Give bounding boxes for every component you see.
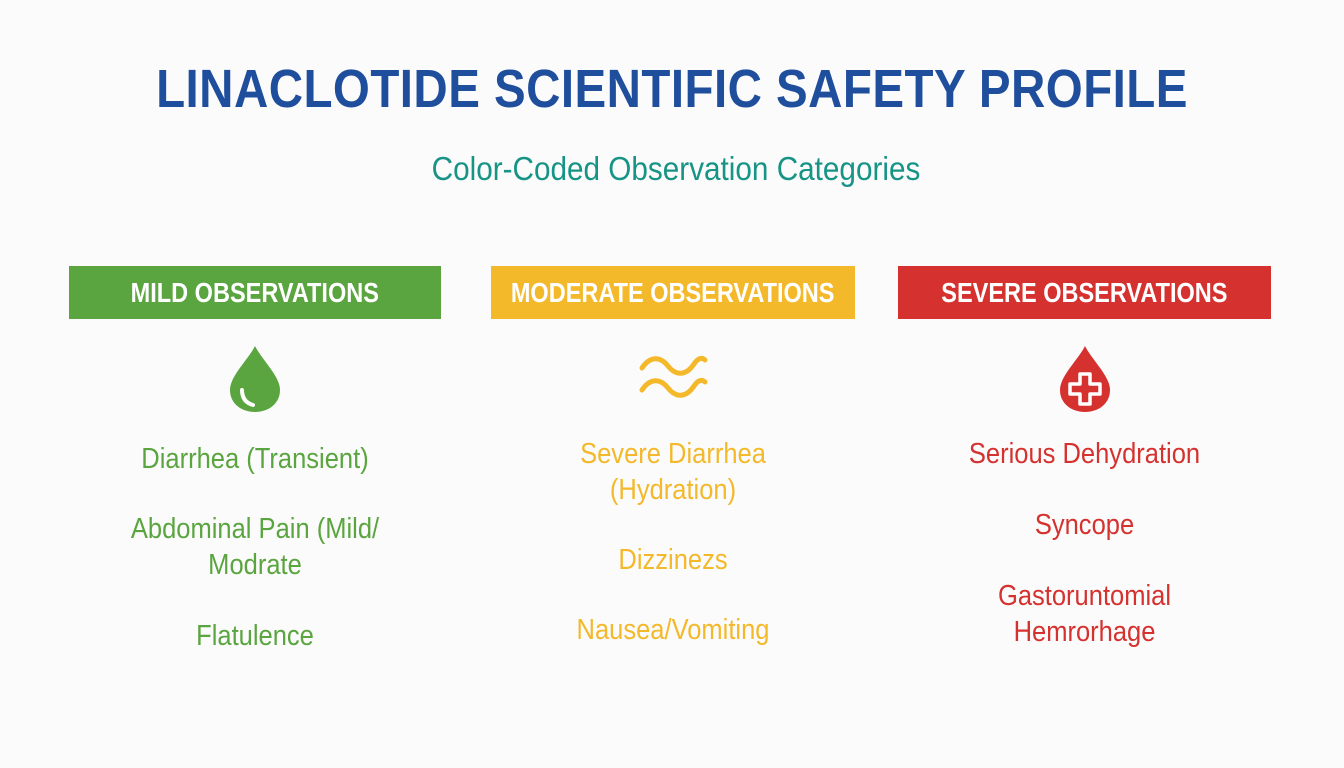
mild-header [69,266,441,319]
mild-item-diarrhea: Diarrhea (Transient) [141,443,369,475]
moderate-header-label: MODERATE OBSERVATIONS [511,276,835,308]
moderate-item-nausea: Nausea/Vomiting [576,614,770,646]
mild-item-abdominal-pain: Abdominal Pain (Mild/ Modrate [130,513,380,581]
severe-header-label: SEVERE OBSERVATIONS [941,276,1228,308]
moderate-header [491,266,855,319]
mild-column [69,266,441,686]
moderate-item-severe-diarrhea: Severe Diarrhea (Hydration) [580,438,766,506]
page-subtitle: Color-Coded Observation Categories [431,150,921,187]
moderate-item-dizziness: Dizzinezs [618,544,728,576]
blood-drop-cross-icon [1050,342,1120,414]
severe-column [898,266,1271,686]
severe-header [898,266,1271,319]
mild-header-label: MILD OBSERVATIONS [130,276,380,308]
wave-icon [638,342,708,414]
moderate-column [491,266,855,686]
mild-item-flatulence: Flatulence [196,620,314,652]
severe-item-dehydration: Serious Dehydration [968,438,1201,470]
droplet-icon [220,342,290,414]
severe-item-hemorrhage: Gastoruntomial Hemrorhage [997,580,1172,648]
page-title: LINACLOTIDE SCIENTIFIC SAFETY PROFILE [156,59,1188,119]
severe-item-syncope: Syncope [1034,509,1135,541]
